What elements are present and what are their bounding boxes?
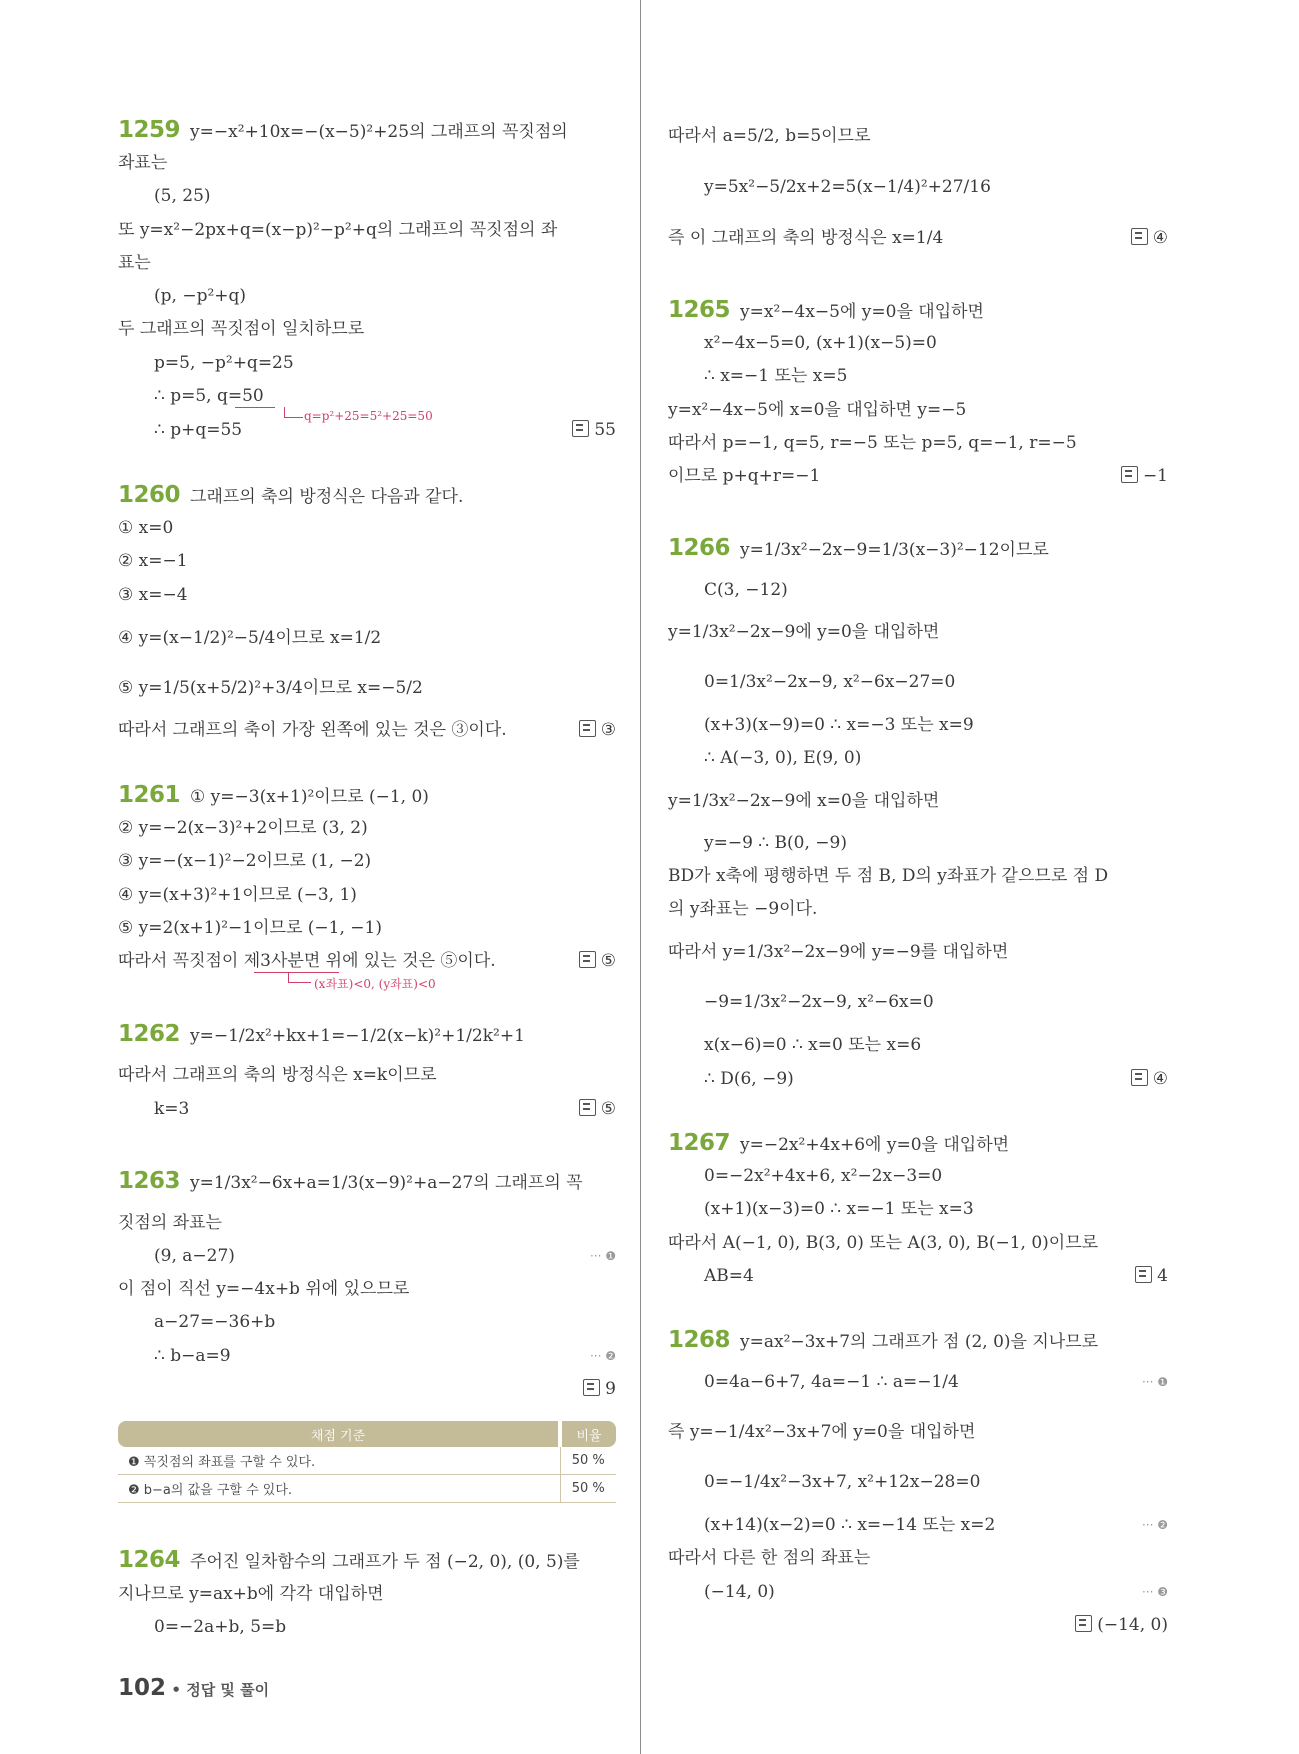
problem-1266-line-12: −9=1/3x²−2x−9, x²−6x=0 xyxy=(704,992,934,1012)
problem-1267-line-1 xyxy=(668,1131,1009,1157)
problem-1260-line-7: 따라서 그래프의 축이 가장 왼쪽에 있는 것은 ③이다. xyxy=(118,720,507,740)
answer-value: ④ xyxy=(1152,228,1168,248)
problem-number: 1259 xyxy=(118,117,181,143)
problem-1267-line-2: 0=−2x²+4x+6, x²−2x−3=0 xyxy=(704,1166,943,1186)
answer-value: ③ xyxy=(600,720,616,740)
answer-1266 xyxy=(1131,1067,1168,1091)
problem-1261-line-5: ⑤ y=2(x+1)²−1이므로 (−1, −1) xyxy=(118,918,382,938)
text: y=x²−4x−5에 y=0을 대입하면 xyxy=(740,302,984,322)
problem-1266-line-8: y=−9 ∴ B(0, −9) xyxy=(704,833,847,853)
problem-1266-line-6: ∴ A(−3, 0), E(9, 0) xyxy=(704,748,862,768)
answer-icon xyxy=(1135,1266,1152,1283)
answer-1264 xyxy=(1131,226,1168,250)
problem-number: 1263 xyxy=(118,1168,181,1194)
problem-1262-line-2: 따라서 그래프의 축의 방정식은 x=k이므로 xyxy=(118,1065,437,1085)
problem-1268-line-6: 따라서 다른 한 점의 좌표는 xyxy=(668,1548,871,1568)
answer-1263 xyxy=(583,1377,616,1401)
problem-1268-line-5: (x+14)(x−2)=0 ∴ x=−14 또는 x=2 xyxy=(704,1515,996,1535)
problem-1259-line-7: 두 그래프의 꼭짓점이 일치하므로 xyxy=(118,319,365,339)
step-marker-1: ··· ❶ xyxy=(1141,1375,1168,1389)
problem-1266-line-9: BD가 x축에 평행하면 두 점 B, D의 y좌표가 같으므로 점 D xyxy=(668,866,1109,886)
step-marker-2: ··· ❷ xyxy=(1141,1518,1168,1532)
problem-1264-line-3: 0=−2a+b, 5=b xyxy=(154,1617,287,1637)
step-marker-1: ··· ❶ xyxy=(589,1249,616,1263)
answer-1268 xyxy=(1075,1613,1168,1637)
problem-1268-line-1 xyxy=(668,1328,1098,1354)
answer-value: (−14, 0) xyxy=(1097,1615,1168,1635)
criteria-cell: ❶ 꼭짓점의 좌표를 구할 수 있다. xyxy=(118,1447,560,1475)
answer-value: 4 xyxy=(1157,1266,1168,1286)
criteria-cell: ❷ b−a의 값을 구할 수 있다. xyxy=(118,1475,560,1503)
answer-value: 9 xyxy=(605,1379,616,1399)
step-marker-2: ··· ❷ xyxy=(589,1349,616,1363)
answer-1265 xyxy=(1121,464,1168,488)
problem-1259-line-8: p=5, −p²+q=25 xyxy=(154,353,294,373)
header-ratio: 비율 xyxy=(560,1421,616,1447)
problem-1259-line-6: (p, −p²+q) xyxy=(154,286,247,306)
page-footer xyxy=(118,1675,269,1701)
answer-icon xyxy=(583,1379,600,1396)
ratio-cell: 50 % xyxy=(560,1475,616,1503)
problem-1265-line-3: ∴ x=−1 또는 x=5 xyxy=(704,366,848,386)
problem-1260-line-6: ⑤ y=1/5(x+5/2)²+3/4이므로 x=−5/2 xyxy=(118,678,423,698)
problem-1266-line-7: y=1/3x²−2x−9에 x=0을 대입하면 xyxy=(668,791,940,811)
problem-1261-line-4: ④ y=(x+3)²+1이므로 (−3, 1) xyxy=(118,885,357,905)
answer-value: ④ xyxy=(1152,1069,1168,1089)
problem-1266-line-14: ∴ D(6, −9) xyxy=(704,1069,794,1089)
text: y=−1/2x²+kx+1=−1/2(x−k)²+1/2k²+1 xyxy=(190,1026,525,1046)
problem-1259-line-9: ∴ p=5, q=50 xyxy=(154,386,264,406)
solution-1264-line-1: 따라서 a=5/2, b=5이므로 xyxy=(668,126,871,146)
column-divider xyxy=(640,0,641,1754)
problem-1265-line-1 xyxy=(668,298,984,324)
table-row xyxy=(118,1475,616,1503)
problem-1261-line-6: 따라서 꼭짓점이 제3사분면 위에 있는 것은 ⑤이다. xyxy=(118,951,496,971)
grading-criteria-table xyxy=(118,1421,616,1503)
problem-1265-line-5: 따라서 p=−1, q=5, r=−5 또는 p=5, q=−1, r=−5 xyxy=(668,433,1077,453)
problem-1260-line-4: ③ x=−4 xyxy=(118,585,188,605)
problem-1266-line-1 xyxy=(668,536,1049,562)
problem-1259-line-2: 좌표는 xyxy=(118,153,168,173)
answer-icon xyxy=(1121,466,1138,483)
problem-1267-line-3: (x+1)(x−3)=0 ∴ x=−1 또는 x=3 xyxy=(704,1199,974,1219)
problem-1265-line-6: 이므로 p+q+r=−1 xyxy=(668,466,821,486)
answer-icon xyxy=(572,420,589,437)
problem-1268-line-7: (−14, 0) xyxy=(704,1582,775,1602)
problem-1263-line-6: ∴ b−a=9 xyxy=(154,1346,231,1366)
problem-1266-line-13: x(x−6)=0 ∴ x=0 또는 x=6 xyxy=(704,1035,922,1055)
problem-1261-line-3: ③ y=−(x−1)²−2이므로 (1, −2) xyxy=(118,851,372,871)
problem-1266-line-4: 0=1/3x²−2x−9, x²−6x−27=0 xyxy=(704,672,956,692)
problem-1261-line-1 xyxy=(118,783,429,809)
problem-1266-line-11: 따라서 y=1/3x²−2x−9에 y=−9를 대입하면 xyxy=(668,942,1009,962)
problem-1265-line-4: y=x²−4x−5에 x=0을 대입하면 y=−5 xyxy=(668,400,967,420)
problem-1263-line-3: (9, a−27) xyxy=(154,1246,235,1266)
step-marker-3: ··· ❸ xyxy=(1141,1585,1168,1599)
answer-value: ⑤ xyxy=(600,951,616,971)
answer-value: 55 xyxy=(594,420,616,440)
problem-1266-line-10: 의 y좌표는 −9이다. xyxy=(668,899,818,919)
problem-number: 1261 xyxy=(118,782,181,808)
problem-1264-line-1 xyxy=(118,1548,580,1574)
problem-number: 1262 xyxy=(118,1021,181,1047)
footer-label: • 정답 및 풀이 xyxy=(171,1681,270,1699)
problem-1260-line-2: ① x=0 xyxy=(118,518,174,538)
answer-icon xyxy=(579,951,596,968)
answer-icon xyxy=(1131,1069,1148,1086)
problem-1263-line-4: 이 점이 직선 y=−4x+b 위에 있으므로 xyxy=(118,1279,410,1299)
answer-icon xyxy=(1075,1615,1092,1632)
answer-1259 xyxy=(572,418,616,442)
problem-1268-line-3: 즉 y=−1/4x²−3x+7에 y=0을 대입하면 xyxy=(668,1422,976,1442)
answer-icon xyxy=(1131,228,1148,245)
annotation-hook xyxy=(284,407,303,418)
text: ① y=−3(x+1)²이므로 (−1, 0) xyxy=(190,787,429,807)
problem-1259-line-4: 또 y=x²−2px+q=(x−p)²−p²+q의 그래프의 꼭짓점의 좌 xyxy=(118,220,558,240)
problem-number: 1265 xyxy=(668,297,731,323)
text: y=ax²−3x+7의 그래프가 점 (2, 0)을 지나므로 xyxy=(740,1332,1099,1352)
problem-number: 1264 xyxy=(118,1547,181,1573)
answer-1262 xyxy=(579,1097,616,1121)
problem-number: 1266 xyxy=(668,535,731,561)
problem-1263-line-5: a−27=−36+b xyxy=(154,1312,276,1332)
answer-1260 xyxy=(579,718,616,742)
answer-icon xyxy=(579,1099,596,1116)
problem-1263-line-1 xyxy=(118,1169,583,1195)
ratio-cell: 50 % xyxy=(560,1447,616,1475)
problem-1264-line-2: 지나므로 y=ax+b에 각각 대입하면 xyxy=(118,1584,384,1604)
problem-1261-line-2: ② y=−2(x−3)²+2이므로 (3, 2) xyxy=(118,818,368,838)
underline-mark xyxy=(235,407,275,408)
text: y=−x²+10x=−(x−5)²+25의 그래프의 꼭짓점의 xyxy=(190,122,568,142)
annotation-note: q=p²+25=5²+25=50 xyxy=(304,409,433,423)
page-number: 102 xyxy=(118,1675,167,1701)
answer-value: ⑤ xyxy=(600,1099,616,1119)
header-criteria: 채점 기준 xyxy=(118,1421,560,1447)
answer-value: −1 xyxy=(1142,466,1168,486)
problem-1265-line-2: x²−4x−5=0, (x+1)(x−5)=0 xyxy=(704,333,937,353)
problem-1259-line-5: 표는 xyxy=(118,253,151,273)
problem-1262-line-3: k=3 xyxy=(154,1099,190,1119)
problem-number: 1260 xyxy=(118,482,181,508)
problem-1267-line-4: 따라서 A(−1, 0), B(3, 0) 또는 A(3, 0), B(−1, 0)이므로 xyxy=(668,1233,1099,1253)
problem-1266-line-5: (x+3)(x−9)=0 ∴ x=−3 또는 x=9 xyxy=(704,715,974,735)
solution-1264-line-3: 즉 이 그래프의 축의 방정식은 x=1/4 xyxy=(668,228,944,248)
problem-1260-line-1 xyxy=(118,483,463,509)
problem-1260-line-5: ④ y=(x−1/2)²−5/4이므로 x=1/2 xyxy=(118,628,382,648)
problem-1260-line-3: ② x=−1 xyxy=(118,551,188,571)
answer-1267 xyxy=(1135,1264,1168,1288)
problem-1259-line-10: ∴ p+q=55 xyxy=(154,420,243,440)
table-row xyxy=(118,1447,616,1475)
answer-icon xyxy=(579,720,596,737)
problem-1267-line-5: AB=4 xyxy=(704,1266,754,1286)
annotation-note: (x좌표)<0, (y좌표)<0 xyxy=(314,977,436,991)
problem-number: 1268 xyxy=(668,1327,731,1353)
problem-1268-line-2: 0=4a−6+7, 4a=−1 ∴ a=−1/4 xyxy=(704,1372,959,1392)
problem-1259-line-3: (5, 25) xyxy=(154,186,211,206)
problem-1259-line-1 xyxy=(118,118,568,144)
problem-1268-line-4: 0=−1/4x²−3x+7, x²+12x−28=0 xyxy=(704,1472,981,1492)
text: 주어진 일차함수의 그래프가 두 점 (−2, 0), (0, 5)를 xyxy=(190,1552,580,1572)
problem-number: 1267 xyxy=(668,1130,731,1156)
problem-1263-line-2: 짓점의 좌표는 xyxy=(118,1213,222,1233)
problem-1262-line-1 xyxy=(118,1022,525,1048)
text: 그래프의 축의 방정식은 다음과 같다. xyxy=(190,487,464,507)
annotation-hook xyxy=(288,972,311,983)
text: y=1/3x²−2x−9=1/3(x−3)²−12이므로 xyxy=(740,540,1049,560)
solution-1264-line-2: y=5x²−5/2x+2=5(x−1/4)²+27/16 xyxy=(704,177,991,197)
answer-1261 xyxy=(579,949,616,973)
text: y=1/3x²−6x+a=1/3(x−9)²+a−27의 그래프의 꼭 xyxy=(190,1173,583,1193)
problem-1266-line-3: y=1/3x²−2x−9에 y=0을 대입하면 xyxy=(668,622,940,642)
table-header-row xyxy=(118,1421,616,1447)
problem-1266-line-2: C(3, −12) xyxy=(704,580,788,600)
text: y=−2x²+4x+6에 y=0을 대입하면 xyxy=(740,1135,1010,1155)
